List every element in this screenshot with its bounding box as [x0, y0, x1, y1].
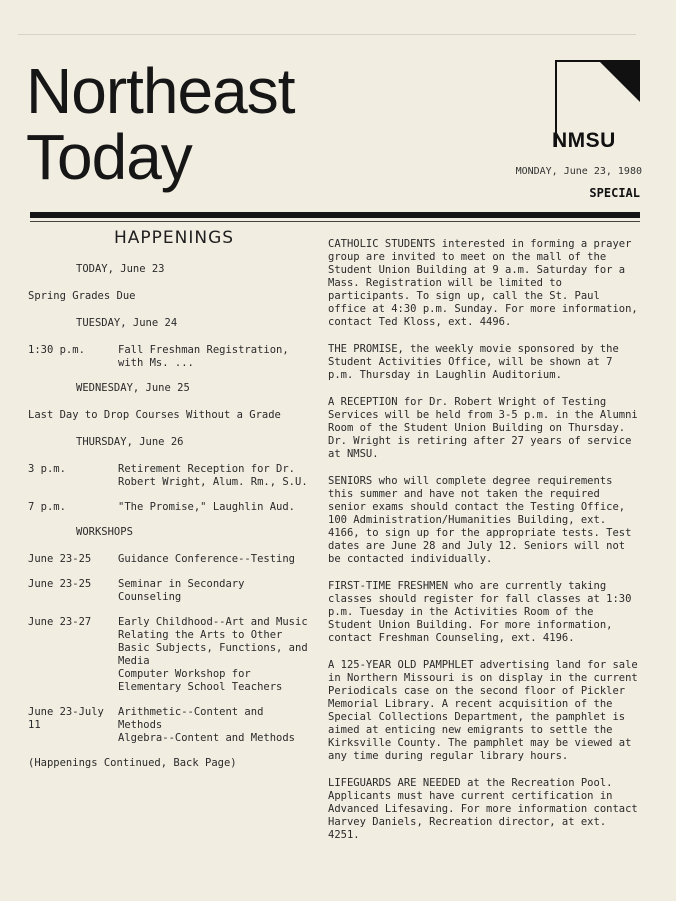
workshops-label: WORKSHOPS	[76, 526, 133, 538]
event-row	[28, 344, 313, 370]
workshop-dates: June 23-27	[28, 616, 92, 628]
workshop-description: Guidance Conference--Testing	[118, 553, 296, 565]
workshop-description: Early Childhood--Art and Music Relating the Arts to Other Basic Subjects, Functions, and Media Computer Workshop for Elementary School Teachers	[118, 616, 308, 693]
wednesday-item: Last Day to Drop Courses Without a Grade	[28, 409, 281, 421]
notice-paragraph: A 125-YEAR OLD PAMPHLET advertising land for sale in Northern Missouri is on display in the current Periodicals case on the second floor of Pickler Memorial Library. A recent acquisition of the Special Collections Department, the pamphlet is aimed at enticing new emigrants to settle the Kirksville County. The pamphlet may be viewed at any time during regular library hours.	[328, 659, 638, 762]
top-divider	[18, 34, 636, 35]
masthead-title	[26, 55, 295, 193]
event-time: 7 p.m.	[28, 501, 66, 513]
workshop-dates: June 23-25	[28, 553, 92, 565]
workshop-dates: June 23-July 11	[28, 706, 104, 731]
tuesday-label: TUESDAY, June 24	[76, 317, 178, 329]
workshop-dates: June 23-25	[28, 578, 92, 590]
happenings-heading: HAPPENINGS	[114, 228, 235, 248]
notice-paragraph: LIFEGUARDS ARE NEEDED at the Recreation Pool. Applicants must have current certification in Advanced Lifesaving. For more information contact Harvey Daniels, Recreation director, at ext. 4251.	[328, 777, 638, 841]
happenings-column	[28, 228, 313, 770]
logo-text: NMSU	[552, 129, 616, 152]
masthead-rule-thin	[30, 221, 640, 222]
notices-column	[328, 238, 642, 856]
event-time: 1:30 p.m.	[28, 344, 85, 356]
workshop-row	[28, 578, 313, 604]
edition-label: SPECIAL	[589, 186, 640, 200]
workshop-row	[28, 706, 313, 745]
workshop-description: Seminar in Secondary Counseling	[118, 578, 245, 603]
thursday-label: THURSDAY, June 26	[76, 436, 184, 448]
issue-date: MONDAY, June 23, 1980	[515, 166, 642, 177]
event-description: "The Promise," Laughlin Aud.	[118, 501, 296, 513]
workshop-row	[28, 616, 313, 694]
today-item: Spring Grades Due	[28, 290, 136, 302]
workshop-description: Arithmetic--Content and Methods Algebra--Content and Methods	[118, 706, 296, 744]
event-row	[28, 463, 313, 489]
today-label: TODAY, June 23	[76, 263, 165, 275]
continued-note: (Happenings Continued, Back Page)	[28, 757, 237, 769]
workshop-row	[28, 553, 313, 566]
nmsu-logo	[552, 60, 642, 160]
masthead-title-line-1: Northeast	[26, 55, 295, 127]
event-description: Fall Freshman Registration, with Ms. ...	[118, 344, 289, 369]
notice-paragraph: CATHOLIC STUDENTS interested in forming a prayer group are invited to meet on the mall of the Student Union Building at 9 a.m. Saturday for a Mass. Registration will be limited to participants. To sign up, call the St. Paul office at 4:30 p.m. Sunday. For more information, contact Ted Kloss, ext. 4496.	[328, 238, 638, 328]
event-row	[28, 501, 313, 514]
notice-paragraph: FIRST-TIME FRESHMEN who are currently taking classes should register for fall classes at 1:30 p.m. Tuesday in the Activities Room of the Student Union Building. For more information, contact Freshman Counseling, ext. 4196.	[328, 580, 632, 644]
notice-paragraph: A RECEPTION for Dr. Robert Wright of Testing Services will be held from 3-5 p.m. in the Alumni Room of the Student Union Building on Thursday. Dr. Wright is retiring after 27 years of service at NMSU.	[328, 396, 638, 460]
masthead-title-line-2: Today	[26, 121, 192, 193]
wednesday-label: WEDNESDAY, June 25	[76, 382, 190, 394]
notice-paragraph: SENIORS who will complete degree requirements this summer and have not taken the required senior exams should contact the Testing Office, 100 Administration/Humanities Building, ext. 4166, to sign up for the appropriate tests. Test dates are June 28 and July 12. Seniors will not be contacted individually.	[328, 475, 632, 565]
event-description: Retirement Reception for Dr. Robert Wright, Alum. Rm., S.U.	[118, 463, 308, 488]
masthead-rule-thick	[30, 212, 640, 218]
notice-paragraph: THE PROMISE, the weekly movie sponsored by the Student Activities Office, will be shown at 7 p.m. Thursday in Laughlin Auditorium.	[328, 343, 619, 381]
event-time: 3 p.m.	[28, 463, 66, 475]
